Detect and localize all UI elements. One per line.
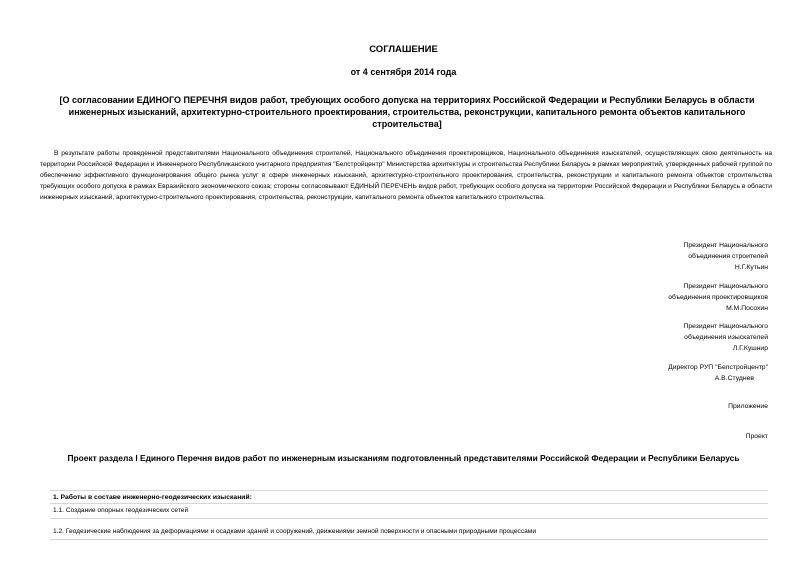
table-divider: [50, 539, 768, 540]
section-title: Проект раздела I Единого Перечня видов работ по инженерным изысканиям подготовленный представителями Российской Федерации и Республики Беларусь: [67, 453, 740, 463]
draft-label: Проект: [745, 433, 768, 440]
list-heading: 1. Работы в составе инженерно-геодезических изысканий:: [53, 494, 252, 501]
signature-role: Директор РУП "Белстройцентр": [668, 364, 768, 371]
signature-org: объединения строителей: [688, 253, 768, 260]
list-item: 1.2. Геодезические наблюдения за деформациями и осадками зданий и сооружений, движениями земной поверхности и опасными природными процессами: [53, 528, 537, 535]
list-item: 1.1. Создание опорных геодезических сетей: [53, 507, 189, 514]
document-body: В результате работы проведенной представителями Национального объединения строителей, Национального объединения проектировщиков, Национального объединения изыскателей, осуществляющих свою деятельность на территории Российской Федерации и Инженерного Республиканского унитарного предприятия "Белстройцентр" Министерства архитектуры и строительства Республики Беларусь в рамках мероприятий, утвержденных рабочей группой по обеспечению эффективного функционирования общего рынка услуг в сфере инженерных изысканий, архитектурно-строительного проектирования, строительства, реконструкции и капитального ремонта объектов строительства требующих особого допуска в рамках Евразийского экономического союза; стороны согласовывают ЕДИНЫЙ ПЕРЕЧЕНЬ видов работ, требующих особого допуска на территории Российской Федерации и Республики Беларусь в области инженерных изысканий, архитектурно-строительного проектирования, строительства, реконструкции, капитального ремонта объектов капитального строительства.: [40, 150, 772, 201]
signature-block-belstroycenter: [548, 362, 768, 384]
signature-name: Н.Г.Кутьин: [734, 264, 768, 271]
document-title: СОГЛАШЕНИЕ: [369, 44, 438, 55]
signature-role: Президент Национального: [683, 323, 768, 330]
signature-name: Л.Г.Кушнир: [732, 345, 768, 352]
table-divider: [50, 518, 768, 519]
document-subject: [О согласовании ЕДИНОГО ПЕРЕЧНЯ видов работ, требующих особого допуска на территориях Российской Федерации и Республики Беларусь в области инженерных изысканий, архитектурно-строительного проектирования, строительства, реконструкции, капитального ремонта объектов капитального строительства]: [59, 95, 755, 129]
signature-role: Президент Национального: [683, 283, 768, 290]
signature-block-designers: [548, 281, 768, 314]
table-divider: [50, 490, 768, 491]
signature-block-builders: [548, 240, 768, 273]
signature-name: А.В.Студнев: [714, 375, 754, 382]
document-date: от 4 сентября 2014 года: [350, 67, 457, 77]
signature-org: объединения изыскателей: [684, 334, 768, 341]
signature-name: М.М.Посохин: [726, 305, 768, 312]
signature-role: Президент Национального: [683, 242, 768, 249]
table-divider: [50, 503, 768, 504]
signature-block-surveyors: [548, 321, 768, 354]
signature-org: объединения проектировщиков: [668, 294, 768, 301]
appendix-label: Приложение: [728, 403, 768, 410]
